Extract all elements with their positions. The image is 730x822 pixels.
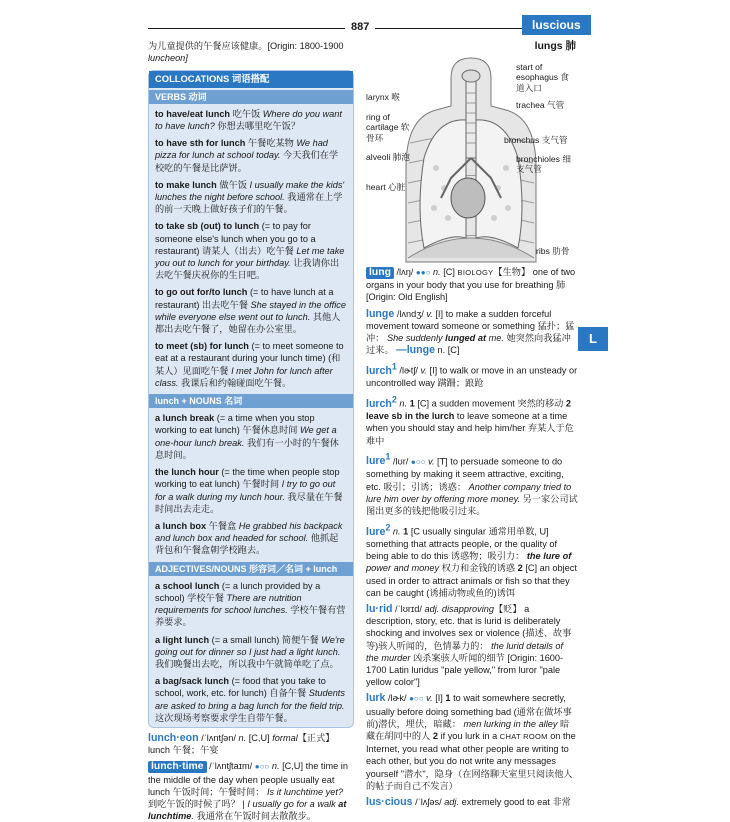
collocation-item: a lunch break (= a time when you stop working to eat lunch) 午餐休息时间 We get a one-hour lunch break. 我们有一小时的午餐休息时间。 <box>155 413 339 460</box>
headword[interactable]: lung <box>366 267 394 279</box>
headword[interactable]: lurch$^1$ <box>366 361 397 377</box>
collocation-item: to make lunch 做午饭 I usually make the kids' lunches the night before school. 我通常在上学的前一天晚上做好孩子们的午餐。 <box>155 179 345 215</box>
left-column <box>148 40 354 822</box>
frequency-dots: ●○○ <box>254 762 270 772</box>
label-alveoli: alveoli 肺泡 <box>366 152 410 162</box>
entry-lurk: lurk /lɚk/ ●○○ v. [I] 1 to wait somewhere secretly, usually before doing something bad (通常在做坏事前)潜伏，埋伏，暗藏： men lurking in the alley 暗藏在胡同中的人 2 if you lurk in a CHAT ROOM on the Internet, you read what other people are writing to each other, but you do not write any messages yourself "潜水"，隐身（在网络聊天室里只阅读他人的帖子而自己不发言） <box>366 692 576 791</box>
label-ribs: ribs 肋骨 <box>536 246 570 256</box>
collocation-item: to meet (sb) for lunch (= to meet someone to eat at a restaurant during your lunch time) (和某人）见面吃午餐 I met John for lunch after class. 我课后和约翰碰面吃午餐。 <box>155 341 344 388</box>
collocation-item: to go out for/to lunch (= to have lunch at a restaurant) 出去吃午餐 She stayed in the office while everyone else went out to lunch. 其他人都出去吃午餐了，她留在办公室里。 <box>155 287 346 335</box>
label-larynx: larynx 喉 <box>366 92 400 102</box>
entry-lure1: lure$^1$ /lʊr/ ●○○ v. [T] to persuade someone to do something by making it seem attractive, exciting, etc. 吸引；引诱；诱惑： Another company tried to lure him over by offering more money. 另一家公司试图出更多的钱把他吸引过来。 <box>366 451 578 517</box>
verbs-list <box>149 106 353 392</box>
entry-luncheon: lunch·eon /ˈlʌntʃən/ n. [C,U] formal【正式】 lunch 午餐；午宴 <box>148 731 335 756</box>
headword[interactable]: lunch·time <box>148 761 207 773</box>
headword[interactable]: lurk <box>366 692 386 705</box>
label-bronchioles: bronchioles 细支气管 <box>516 154 571 175</box>
intro-text: 为儿童提供的午餐应该健康。[Origin: 1800-1900 luncheon] <box>148 41 344 64</box>
headword[interactable]: lure$^1$ <box>366 451 391 468</box>
entry-luscious: lus·cious /ˈlʌʃəs/ adj. extremely good to eat 非常 <box>366 796 571 809</box>
label-ring-cartilage: ring of cartilage 软骨环 <box>366 112 410 143</box>
entry-lurid: lu·rid /ˈlʊrɪd/ adj. disapproving【贬】 a description, story, etc. that is lurid is deliberately shocking and involves sex or violence (描述、故事等)骇人听闻的，色情暴力的： the lurid details of the murder 凶杀案骇人听闻的细节 [Origin: 1600-1700 Latin luridus "pale yellow," from luror "pale yellow color"] <box>366 603 572 688</box>
headword[interactable]: lu·rid <box>366 603 393 615</box>
adjectives-list <box>149 578 353 727</box>
figure-title: lungs 肺 <box>534 40 576 52</box>
headword[interactable]: lunge <box>366 307 395 320</box>
headword[interactable]: lurch$^2$ <box>366 394 397 410</box>
adjectives-title: ADJECTIVES/NOUNS 形容词／名词 + lunch <box>149 562 353 576</box>
nouns-list <box>149 410 353 559</box>
collocation-item: a bag/sack lunch (= food that you take to school, work, etc. for lunch) 自备午餐 Students are asked to bring a bag lunch for the field trip. 这次现场考察要求学生自带午餐。 <box>155 676 345 723</box>
lungs-illustration <box>366 40 578 262</box>
collocation-item: to have/eat lunch 吃午饭 Where do you want to have lunch? 你想去哪里吃午饭？ <box>155 108 342 132</box>
nouns-title: lunch + NOUNS 名词 <box>149 394 353 408</box>
page-number: 887 <box>345 21 375 33</box>
label-heart: heart 心脏 <box>366 182 406 192</box>
entry-lure2: lure$^2$ n. 1 [C usually singular 通常用单数, U] something that attracts people, or the quality of being able to do this 诱惑物；吸引力： the lure of power and money 权力和金钱的诱惑 2 [C] an object used in order to attract animals or fish so that they can be caught (诱捕动物或鱼的)诱饵 <box>366 522 577 598</box>
entry-lurch2: lurch$^2$ n. 1 [C] a sudden movement 突然的移动 2 leave sb in the lurch to leave someone at a time when you should stay and help him/her 弃某人于危难中 <box>366 394 574 446</box>
collocation-item: a school lunch (= a lunch provided by a school) 学校午餐 There are nutrition requirements for school lunches. 学校午餐有营养要求。 <box>155 580 346 628</box>
headword[interactable]: lure$^2$ <box>366 522 391 538</box>
right-column <box>366 40 578 808</box>
label-start-esophagus: start of esophagus 食道入口 <box>516 62 570 93</box>
collocation-item: the lunch hour (= the time when people stop working to eat lunch) 午餐时间 I try to go out for a walk during my lunch hour. 我尽量在午餐时间出去走走。 <box>155 467 343 514</box>
entry-lung: lung /lʌŋ/ ●●○ n. [C] BIOLOGY【生物】 one of two organs in your body that you use for breathing 肺 [Origin: Old English] <box>366 267 576 303</box>
collocation-item: a lunch box 午餐盒 He grabbed his backpack and lunch box and headed for school. 他抓起背包和午餐盒朝学校跑去。 <box>155 520 343 556</box>
headword[interactable]: lunch·eon <box>148 731 199 744</box>
entry-lunge: lunge /lʌndʒ/ v. [I] to make a sudden forceful movement toward someone or something 猛扑；猛冲： She suddenly lunged at me. 她突然向我猛冲过来。 —lunge n. [C] <box>366 307 575 357</box>
collocations-box <box>148 70 354 728</box>
collocation-item: to have sth for lunch 午餐吃某物 We had pizza for lunch at school today. 今天我们在学校吃的午餐是比萨饼。 <box>155 138 339 173</box>
entry-lurch1: lurch$^1$ /lɚtʃ/ v. [I] to walk or move in an unsteady or uncontrolled way 蹒跚；踉跄 <box>366 361 578 389</box>
guide-word: luscious <box>522 15 591 35</box>
label-bronchus: bronchus 支气管 <box>504 135 568 145</box>
collocations-title: COLLOCATIONS 词语搭配 <box>149 71 353 87</box>
collocation-item: to take sb (out) to lunch (= to pay for someone else's lunch when you go to a restaurant) 请某人（出去）吃午餐 Let me take you out to lunch for your birthday. 让我请你出去吃午餐庆祝你的生日吧。 <box>155 221 345 281</box>
thumb-tab[interactable]: L <box>578 327 608 351</box>
label-trachea: trachea 气管 <box>516 100 565 110</box>
collocation-item: a light lunch (= a small lunch) 简便午餐 We're going out for dinner so I just had a light lunch. 我们晚餐出去吃，所以我中午就简单吃了点。 <box>155 634 345 669</box>
headword[interactable]: lus·cious <box>366 796 413 809</box>
verbs-title: VERBS 动词 <box>149 90 353 104</box>
entry-lunchtime: lunch·time /ˈlʌntʃtaɪm/ ●○○ n. [C,U] the time in the middle of the day when people usually eat lunch 午饭时间；午餐时间： Is it lunchtime yet? 到吃午饭的时候了吗？ | I usually go for a walk at lunchtime. 我通常在午饭时间去散散步。 <box>148 761 348 822</box>
